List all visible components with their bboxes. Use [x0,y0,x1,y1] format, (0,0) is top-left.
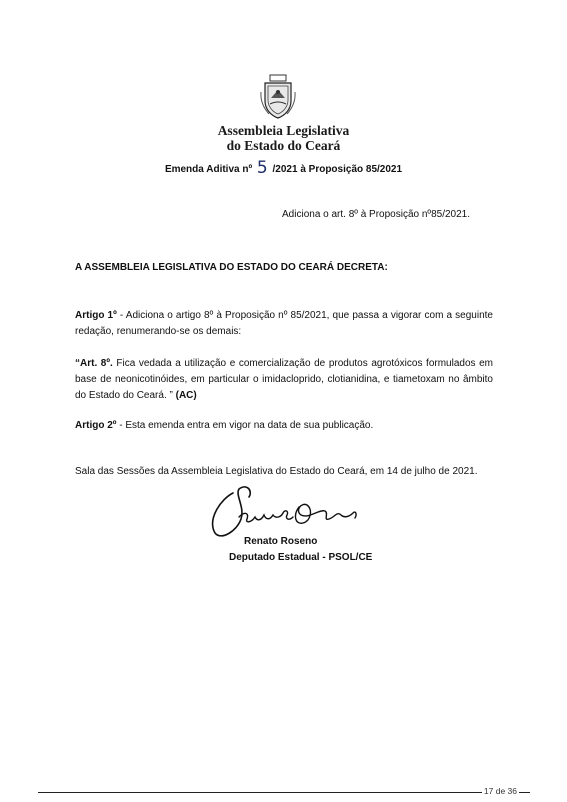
signer-role: Deputado Estadual - PSOL/CE [229,552,373,563]
article-8-label: “Art. 8º. [75,358,113,369]
coat-of-arms-icon [259,74,297,120]
title-suffix: /2021 à Proposição 85/2021 [272,164,403,175]
decree-heading: A ASSEMBLEIA LEGISLATIVA DO ESTADO DO CEARÁ DECRETA: [75,262,388,273]
footer-divider [38,792,530,793]
article-2-label: Artigo 2º [75,420,117,431]
article-2 [75,418,493,434]
title-prefix: Emenda Aditiva nº [164,164,253,175]
article-8-text: Fica vedada a utilização e comercialização de produtos agrotóxicos formulados em base de neonicotinóides, em particular o imidacloprido, clotianidina, e tiametoxam no âmbito do Estado do Ceará. ” [75,358,493,401]
article-1 [75,308,493,340]
institution-name-line2: do Estado do Ceará [226,138,341,153]
handwritten-signature [203,483,383,543]
page-count: 17 de 36 [483,786,517,796]
document-title [0,160,567,177]
article-8-quote [75,356,493,404]
ementa: Adiciona o art. 8º à Proposição nº85/2021. [282,209,470,220]
signer-name: Renato Roseno [244,536,318,547]
article-1-label: Artigo 1º [75,310,117,321]
handwritten-amendment-number: 5 [256,158,268,178]
session-place-date: Sala das Sessões da Assembleia Legislativa do Estado do Ceará, em 14 de julho de 2021. [75,466,478,477]
institution-name-line1: Assembleia Legislativa [217,123,350,138]
article-1-text: - Adiciona o artigo 8º à Proposição nº 85/2021, que passa a vigorar com a seguinte redação, renumerando-se os demais: [75,310,493,337]
article-2-text: - Esta emenda entra em vigor na data de sua publicação. [116,420,374,431]
article-8-tag: (AC) [172,390,197,401]
